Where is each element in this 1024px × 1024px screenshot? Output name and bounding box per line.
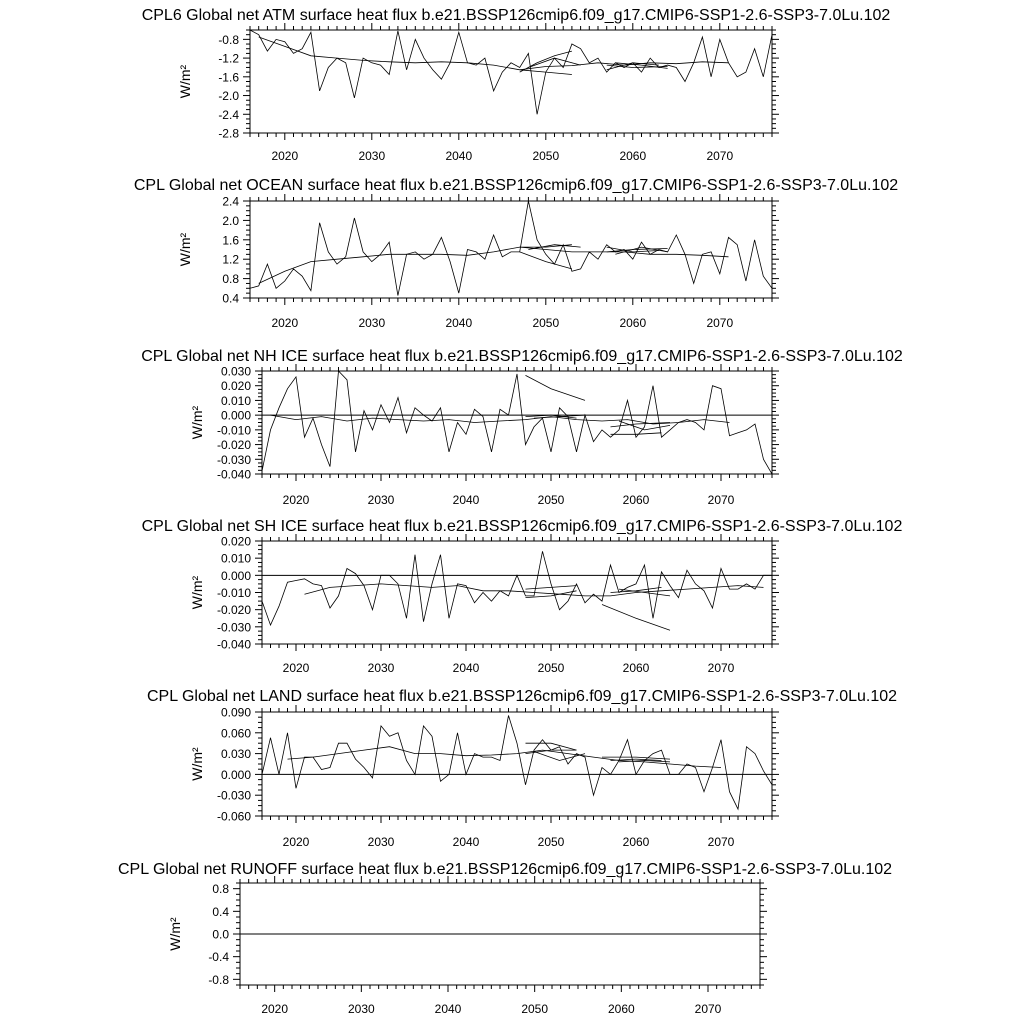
x-tick-label: 2070 bbox=[694, 1002, 722, 1016]
x-tick-label: 2020 bbox=[282, 661, 310, 675]
x-tick-label: 2060 bbox=[607, 1002, 635, 1016]
x-tick-label: 2060 bbox=[622, 661, 650, 675]
y-tick-label: -0.030 bbox=[216, 788, 251, 803]
y-tick-label: -0.040 bbox=[216, 467, 251, 482]
x-tick-label: 2030 bbox=[367, 493, 395, 507]
y-tick-label: -0.8 bbox=[218, 32, 239, 47]
y-tick-label: 0.030 bbox=[220, 747, 251, 762]
x-tick-label: 2030 bbox=[347, 1002, 375, 1016]
y-tick-label: 0.8 bbox=[222, 272, 239, 287]
y-tick-label: 0.4 bbox=[222, 291, 239, 306]
y-tick-label: 0.060 bbox=[220, 726, 251, 741]
y-axis-label: W/m² bbox=[189, 575, 205, 610]
series-line-7 bbox=[611, 759, 662, 760]
y-tick-label: 2.4 bbox=[222, 194, 239, 209]
chart-title: CPL Global net NH ICE surface heat flux b.e21.BSSP126cmip6.f09_g17.CMIP6-SSP1-2.6-SSP3-7.0Lu.102 bbox=[141, 348, 903, 365]
y-tick-label: 0.030 bbox=[220, 364, 251, 379]
x-tick-label: 2050 bbox=[537, 493, 565, 507]
series-line-5 bbox=[534, 752, 585, 761]
series-line-2 bbox=[288, 747, 722, 768]
y-tick-label: -2.4 bbox=[218, 107, 239, 122]
chart-title: CPL Global net RUNOFF surface heat flux b.e21.BSSP126cmip6.f09_g17.CMIP6-SSP1-2.6-SSP3-7.0Lu.102 bbox=[117, 861, 893, 878]
chart-panel-2 bbox=[134, 177, 898, 330]
chart-title: CPL6 Global net ATM surface heat flux b.e21.BSSP126cmip6.f09_g17.CMIP6-SSP1-2.6-SSP3-7.0Lu.102 bbox=[141, 7, 891, 24]
y-axis-label: W/m² bbox=[189, 747, 205, 781]
y-tick-label: 0.010 bbox=[220, 551, 251, 566]
chart-panel-1 bbox=[142, 7, 891, 163]
plot-frame bbox=[250, 30, 772, 133]
x-tick-label: 2020 bbox=[282, 493, 310, 507]
series-line-3 bbox=[526, 375, 586, 400]
y-tick-label: 1.6 bbox=[222, 233, 239, 248]
x-tick-label: 2030 bbox=[358, 149, 386, 163]
y-tick-label: -0.030 bbox=[216, 620, 251, 635]
x-tick-label: 2050 bbox=[537, 835, 565, 849]
y-axis-label: W/m² bbox=[177, 64, 193, 99]
x-tick-label: 2050 bbox=[532, 149, 560, 163]
y-tick-label: 0.8 bbox=[212, 882, 229, 897]
series-line-1 bbox=[262, 371, 772, 474]
chart-panel-6 bbox=[118, 861, 892, 1016]
x-tick-label: 2040 bbox=[452, 835, 480, 849]
x-tick-label: 2070 bbox=[706, 149, 734, 163]
series-line-7 bbox=[619, 589, 670, 596]
y-tick-label: 0.000 bbox=[220, 767, 251, 782]
x-tick-label: 2070 bbox=[707, 661, 735, 675]
series-line-1 bbox=[250, 30, 772, 114]
x-tick-label: 2020 bbox=[282, 835, 310, 849]
x-tick-label: 2060 bbox=[622, 493, 650, 507]
y-axis-label: W/m² bbox=[167, 917, 183, 951]
chart-title: CPL Global net LAND surface heat flux b.e21.BSSP126cmip6.f09_g17.CMIP6-SSP1-2.6-SSP3-7.0Lu.102 bbox=[146, 688, 898, 705]
y-tick-label: -1.2 bbox=[218, 51, 239, 66]
y-axis-label: W/m² bbox=[177, 232, 193, 267]
y-tick-label: -2.0 bbox=[218, 89, 239, 104]
y-tick-label: -0.030 bbox=[216, 452, 251, 467]
x-tick-label: 2060 bbox=[619, 149, 647, 163]
series-line-3 bbox=[526, 743, 577, 750]
x-tick-label: 2020 bbox=[271, 316, 299, 330]
y-tick-label: 0.090 bbox=[220, 705, 251, 720]
y-tick-label: 0.020 bbox=[220, 534, 251, 549]
plot-frame bbox=[262, 541, 772, 644]
series-line-4 bbox=[526, 591, 577, 598]
y-tick-label: 2.0 bbox=[222, 213, 239, 228]
x-tick-label: 2070 bbox=[706, 316, 734, 330]
y-tick-label: 1.2 bbox=[222, 252, 239, 267]
x-tick-label: 2060 bbox=[619, 316, 647, 330]
y-tick-label: -0.040 bbox=[216, 637, 251, 652]
x-tick-label: 2030 bbox=[367, 835, 395, 849]
y-tick-label: 0.000 bbox=[220, 408, 251, 423]
x-tick-label: 2050 bbox=[537, 661, 565, 675]
x-tick-label: 2070 bbox=[707, 835, 735, 849]
x-tick-label: 2050 bbox=[521, 1002, 549, 1016]
y-tick-label: 0.010 bbox=[220, 393, 251, 408]
chart-panel-4 bbox=[142, 518, 903, 675]
chart-panel-5 bbox=[147, 688, 897, 849]
y-tick-label: -0.8 bbox=[208, 972, 229, 987]
plot-frame bbox=[262, 712, 772, 816]
y-tick-label: -2.8 bbox=[218, 126, 239, 141]
series-line-1 bbox=[262, 716, 772, 810]
chart-panel-3 bbox=[141, 348, 903, 507]
series-line-7 bbox=[611, 423, 671, 427]
chart-title: CPL Global net SH ICE surface heat flux b.e21.BSSP126cmip6.f09_g17.CMIP6-SSP1-2.6-SSP3-7.0Lu.102 bbox=[141, 518, 903, 535]
x-tick-label: 2020 bbox=[261, 1002, 289, 1016]
y-tick-label: -0.010 bbox=[216, 423, 251, 438]
series-line-3 bbox=[526, 586, 577, 590]
x-tick-label: 2040 bbox=[452, 661, 480, 675]
x-tick-label: 2050 bbox=[532, 316, 560, 330]
y-tick-label: -0.060 bbox=[216, 809, 251, 824]
x-tick-label: 2040 bbox=[452, 493, 480, 507]
x-tick-label: 2060 bbox=[622, 835, 650, 849]
y-tick-label: 0.0 bbox=[212, 927, 229, 942]
y-tick-label: 0.000 bbox=[220, 568, 251, 583]
y-axis-label: W/m² bbox=[189, 405, 205, 440]
series-line-6 bbox=[611, 433, 662, 435]
y-tick-label: -1.6 bbox=[218, 70, 239, 85]
x-tick-label: 2030 bbox=[358, 316, 386, 330]
y-tick-label: -0.010 bbox=[216, 586, 251, 600]
y-tick-label: 0.4 bbox=[212, 904, 229, 919]
y-tick-label: 0.020 bbox=[220, 379, 251, 394]
series-line-5 bbox=[602, 605, 670, 631]
x-tick-label: 2040 bbox=[445, 149, 473, 163]
y-tick-label: -0.020 bbox=[216, 603, 251, 618]
x-tick-label: 2020 bbox=[271, 149, 299, 163]
y-tick-label: -0.020 bbox=[216, 438, 251, 453]
x-tick-label: 2040 bbox=[434, 1002, 462, 1016]
x-tick-label: 2040 bbox=[445, 316, 473, 330]
y-tick-label: -0.4 bbox=[208, 950, 229, 965]
x-tick-label: 2070 bbox=[707, 493, 735, 507]
x-tick-label: 2030 bbox=[367, 661, 395, 675]
chart-title: CPL Global net OCEAN surface heat flux b.e21.BSSP126cmip6.f09_g17.CMIP6-SSP1-2.6-SSP3-7.0Lu.102 bbox=[133, 177, 899, 194]
